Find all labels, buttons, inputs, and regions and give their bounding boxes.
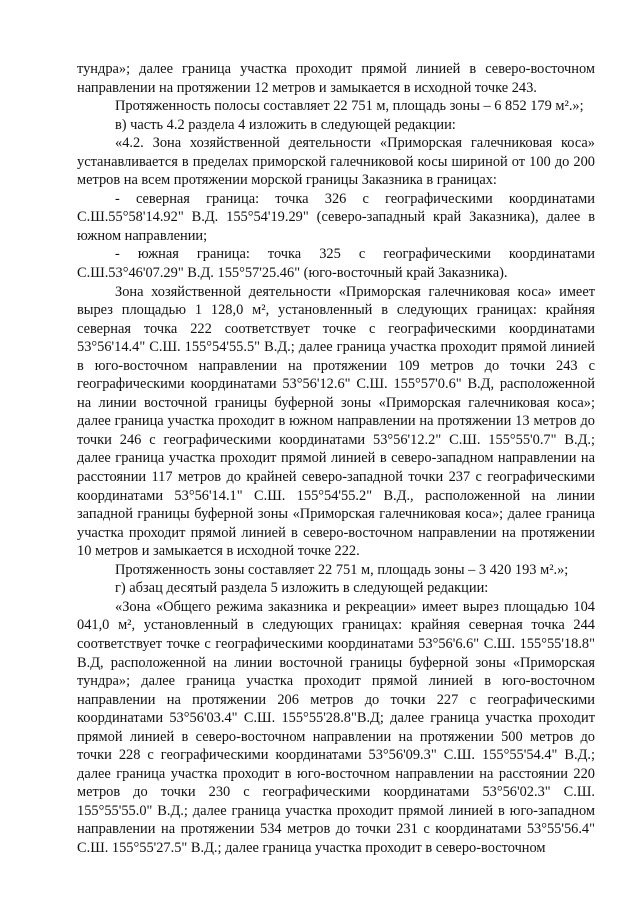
paragraph-zone-length: Протяженность зоны составляет 22 751 м, площадь зоны – 3 420 193 м².»; <box>115 561 569 578</box>
paragraph-general-regime-zone: «Зона «Общего режима заказника и рекреации» имеет вырез площадью 104 041,0 м², установленный в следующих границах: крайняя северная точка 244 соответствует точке с географическими координатами 53°56'6.6" С.Ш. 155°55'18.8" В.Д, расположенной на линии восточной границы буферной зоны «Приморская тундра»; далее граница участка проходит прямой линией в юго-восточном направлении на протяжении 206 метров до точки 227 с географическими координатами 53°56'03.4" С.Ш. 155°55'28.8"В.Д; далее граница участка проходит прямой линией в северо-восточном направлении на протяжении 500 метров до точки 228 с географическими координатами 53°56'09.3" С.Ш. 155°55'54.4" В.Д.; далее граница участка проходит в юго-восточном направлении на расстоянии 220 метров до точки 230 с географическими координатами 53°56'02.3" С.Ш. 155°55'55.0" В.Д.; далее граница участка проходит прямой линией в юго-западном направлении на протяжении 534 метров до точки 231 с координатами 53°55'56.4" С.Ш. 155°55'27.5" В.Д.; далее граница участка проходит в северо-восточном <box>77 598 595 856</box>
document-body <box>77 60 595 858</box>
paragraph-item-v: в) часть 4.2 раздела 4 изложить в следующей редакции: <box>115 116 456 133</box>
paragraph-item-g: г) абзац десятый раздела 5 изложить в следующей редакции: <box>115 580 489 597</box>
paragraph-cutout-pebble-spit: Зона хозяйственной деятельности «Приморская галечниковая коса» имеет вырез площадью 1 128,0 м², установленный в следующих границах: крайняя северная точка 222 соответствует точке с географическими координатами 53°56'14.4" С.Ш. 155°54'55.5" В.Д.; далее граница участка проходит прямой линией в юго-восточном направлении на протяжении 109 метров до точки 243 с географическими координатами 53°56'12.6" С.Ш. 155°57'0.6" В.Д, расположенной на линии восточной границы буферной зоны «Приморская галечниковая коса»; далее граница участка проходит в южном направлении на протяжении 13 метров до точки 246 с географическими координатами 53°56'12.2" С.Ш. 155°55'0.7" В.Д.; далее граница участка проходит прямой линией в северо-западном направлении на расстоянии 117 метров до крайней северо-западной точки 237 с географическими координатами 53°56'14.1" С.Ш. 155°54'55.2" В.Д., расположенной на линии западной границы буферной зоны «Приморская галечниковая коса»; далее граница участка проходит прямой линией в северо-восточном направлении на протяжении 10 метров и замыкается в исходной точке 222. <box>77 283 595 560</box>
paragraph-tundra-closing: тундра»; далее граница участка проходит прямой линией в северо-восточном направлении на протяжении 12 метров и замыкается в исходной точке 243. <box>77 61 595 96</box>
paragraph-section-4-2: «4.2. Зона хозяйственной деятельности «Приморская галечниковая коса» устанавливается в пределах приморской галечниковой косы шириной от 100 до 200 метров на всем протяжении морской границы Заказника в границах: <box>77 135 595 189</box>
paragraph-strip-length: Протяженность полосы составляет 22 751 м, площадь зоны – 6 852 179 м².»; <box>115 98 584 115</box>
paragraph-north-boundary: - северная граница: точка 326 с географическими координатами С.Ш.55°58'14.92" В.Д. 155°54'19.29" (северо-западный край Заказника), далее в южном направлении; <box>77 190 595 244</box>
paragraph-south-boundary: - южная граница: точка 325 с географическими координатами С.Ш.53°46'07.29" В.Д. 155°57'25.46" (юго-восточный край Заказника). <box>77 246 595 282</box>
